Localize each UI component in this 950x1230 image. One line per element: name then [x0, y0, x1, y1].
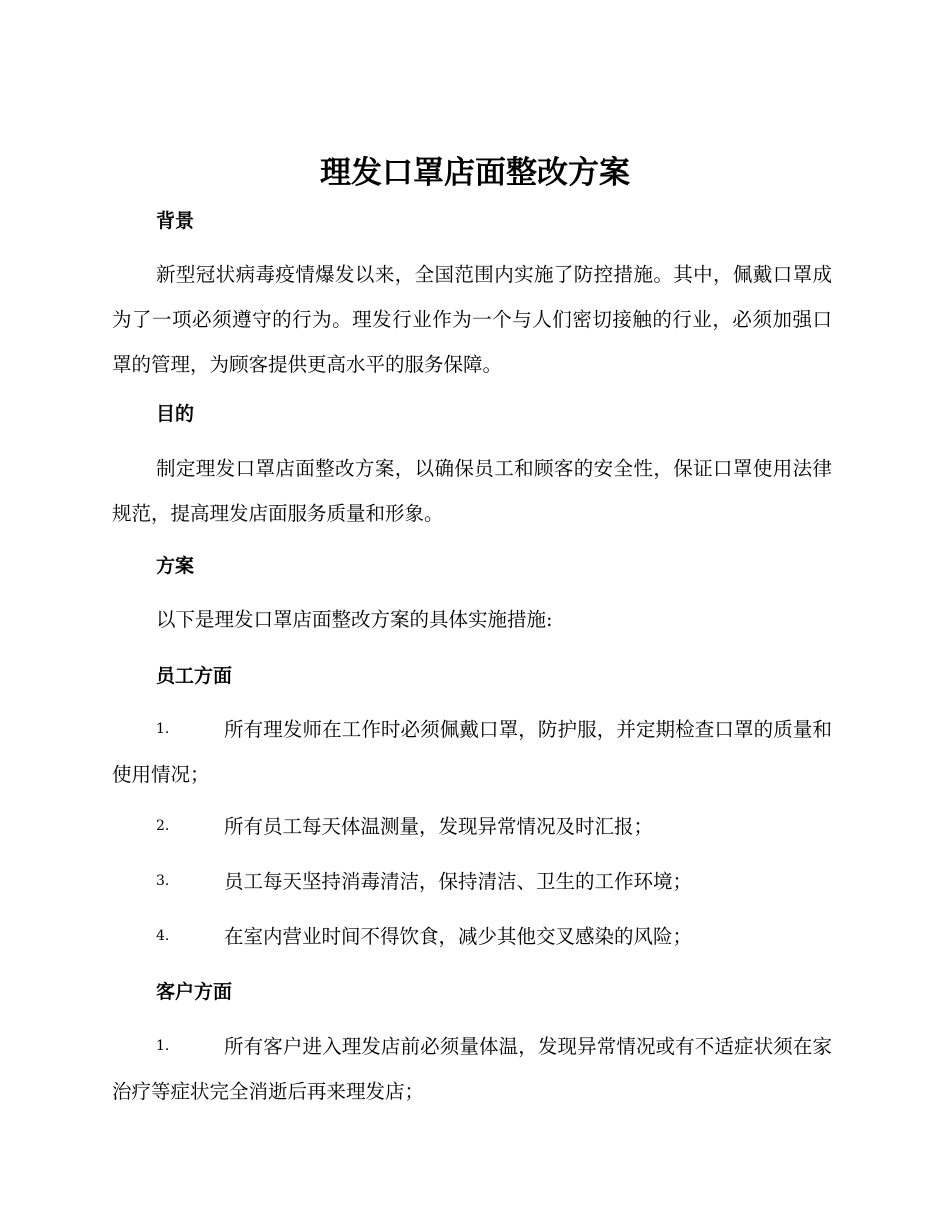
list-item-number: 1. — [156, 721, 170, 737]
list-item-text: 所有客户进入理发店前必须量体温，发现异常情况或有不适症状须在家治疗等症状完全消逝后再来理发店； — [112, 1035, 832, 1103]
section-heading-customer: 客户方面 — [156, 981, 233, 1003]
document-title: 理发口罩店面整改方案 — [320, 155, 630, 191]
paragraph-purpose: 制定理发口罩店面整改方案，以确保员工和顾客的安全性，保证口罩使用法律规范，提高理发店面服务质量和形象。 — [112, 457, 832, 525]
paragraph-plan: 以下是理发口罩店面整改方案的具体实施措施: — [156, 608, 553, 631]
list-item-text: 员工每天坚持消毒清洁，保持清洁、卫生的工作环境； — [224, 870, 693, 893]
list-item — [112, 914, 832, 959]
section-heading-plan: 方案 — [156, 555, 195, 577]
list-item-text: 在室内营业时间不得饮食，减少其他交叉感染的风险； — [224, 925, 693, 948]
list-item — [112, 1024, 832, 1114]
list-item — [112, 707, 832, 797]
list-item — [112, 804, 832, 849]
list-item-number: 3. — [156, 873, 170, 889]
section-heading-staff: 员工方面 — [156, 665, 233, 687]
section-heading-background: 背景 — [156, 210, 195, 232]
list-item-text: 所有员工每天体温测量，发现异常情况及时汇报； — [224, 815, 654, 838]
list-item-number: 2. — [156, 818, 170, 834]
list-item-number: 4. — [156, 928, 170, 944]
section-heading-purpose: 目的 — [156, 403, 195, 425]
list-item-number: 1. — [156, 1038, 170, 1054]
list-item-text: 所有理发师在工作时必须佩戴口罩，防护服，并定期检查口罩的质量和使用情况； — [112, 718, 832, 786]
paragraph-background: 新型冠状病毒疫情爆发以来，全国范围内实施了防控措施。其中，佩戴口罩成为了一项必须遵守的行为。理发行业作为一个与人们密切接触的行业，必须加强口罩的管理，为顾客提供更高水平的服务保障。 — [112, 263, 832, 376]
list-item — [112, 859, 832, 904]
